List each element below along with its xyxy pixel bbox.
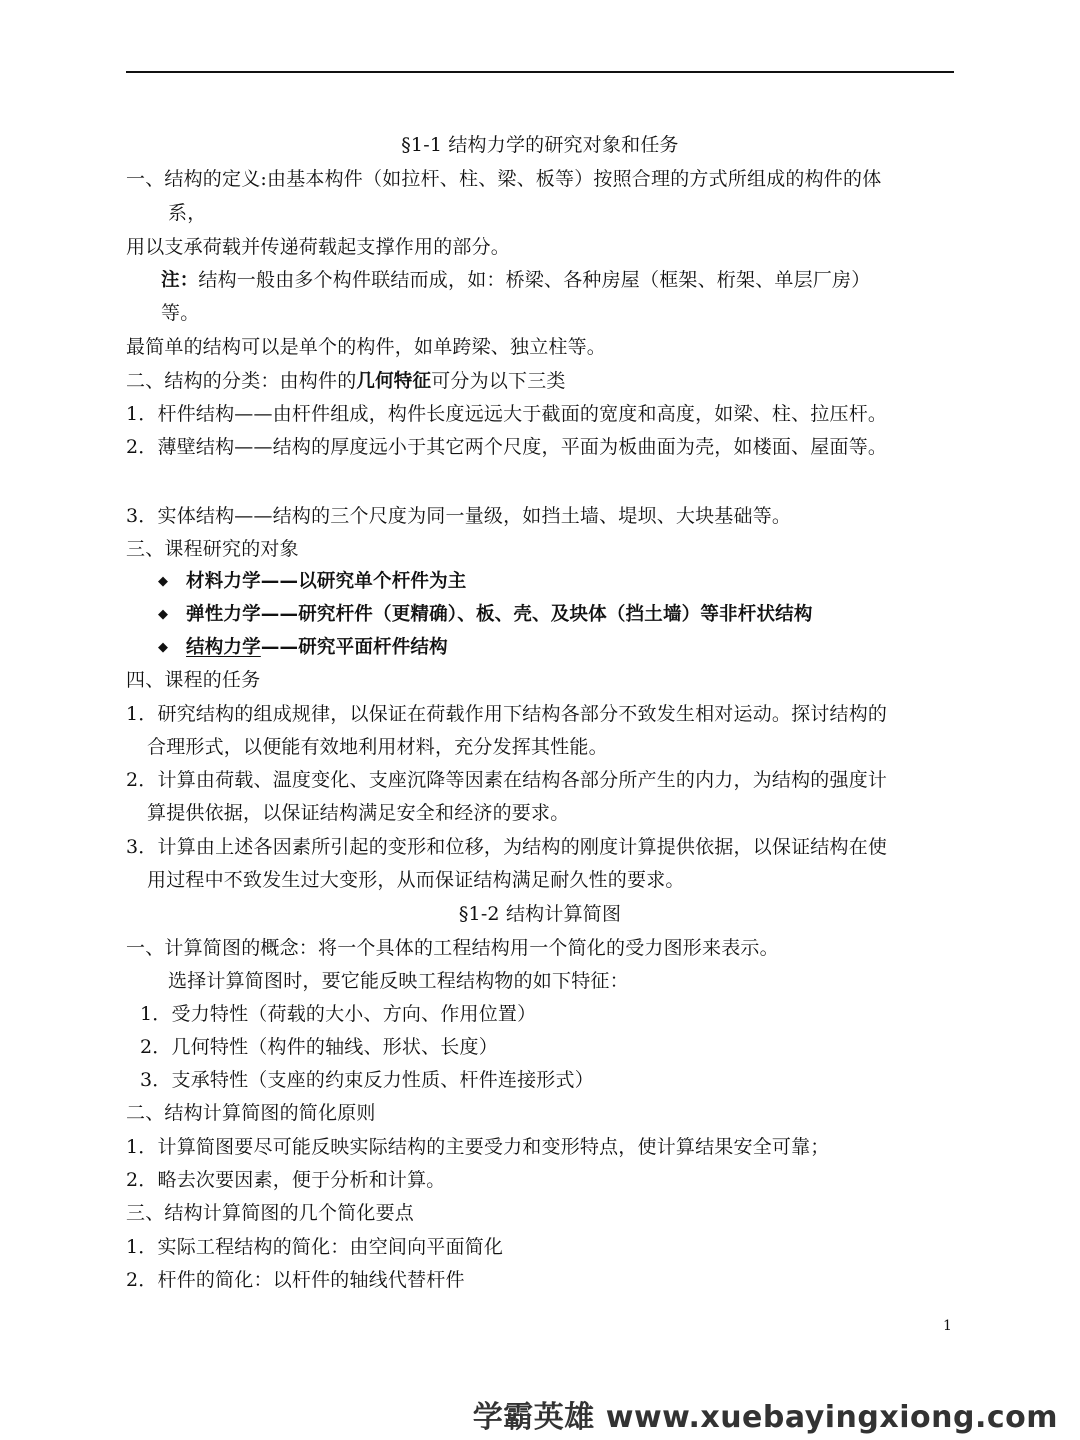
feature-item: 2．几何特性（构件的轴线、形状、长度） — [140, 1036, 498, 1058]
principle-item: 2．略去次要因素，便于分析和计算。 — [126, 1169, 446, 1191]
concept-subtext: 选择计算简图时，要它能反映工程结构物的如下特征： — [168, 970, 629, 992]
classification-heading-post: 可分为以下三类 — [431, 370, 566, 392]
bullet-item — [158, 635, 448, 660]
bullet-text: ——研究平面杆件结构 — [260, 637, 448, 658]
bullet-text: 弹性力学——研究杆件（更精确）、板、壳、及块体（挡土墙）等非杆状结构 — [186, 604, 813, 625]
classification-heading-pre: 二、结构的分类：由构件的 — [126, 370, 357, 392]
classification-heading-bold: 几何特征 — [356, 371, 432, 392]
note-text: 结构一般由多个构件联结而成，如：桥梁、各种房屋（框架、桁架、单层厂房） — [198, 269, 871, 291]
simplification-item: 1．实际工程结构的简化：由空间向平面简化 — [126, 1236, 504, 1258]
note-line-cont: 等。 — [161, 302, 200, 324]
page-number: 1 — [943, 1318, 952, 1334]
course-task-heading: 四、课程的任务 — [126, 669, 261, 691]
classification-item: 3．实体结构——结构的三个尺度为同一量级，如挡土墙、堤坝、大块基础等。 — [126, 505, 792, 527]
feature-item: 3．支承特性（支座的约束反力性质、杆件连接形式） — [140, 1069, 594, 1091]
classification-item: 1．杆件结构——由杆件组成，构件长度远远大于截面的宽度和高度，如梁、柱、拉压杆。 — [126, 403, 888, 425]
watermark: 学霸英雄 www.xuebayingxiong.com — [472, 1400, 1058, 1435]
simplification-heading: 三、结构计算简图的几个简化要点 — [126, 1202, 415, 1224]
definition-line-2: 用以支承荷载并传递荷载起支撑作用的部分。 — [126, 236, 511, 258]
classification-heading — [126, 369, 566, 394]
task-item-cont: 算提供依据，以保证结构满足安全和经济的要求。 — [147, 802, 570, 824]
feature-item: 1．受力特性（荷载的大小、方向、作用位置） — [140, 1003, 537, 1025]
header-rule — [126, 71, 954, 73]
diamond-bullet-icon: ◆ — [158, 607, 169, 622]
diamond-bullet-icon: ◆ — [158, 640, 169, 655]
bullet-item — [158, 569, 467, 594]
task-item-cont: 用过程中不致发生过大变形，从而保证结构满足耐久性的要求。 — [147, 869, 685, 891]
classification-item: 2．薄壁结构——结构的厚度远小于其它两个尺度，平面为板曲面为壳，如楼面、屋面等。 — [126, 436, 888, 458]
task-item: 1．研究结构的组成规律，以保证在荷载作用下结构各部分不致发生相对运动。探讨结构的 — [126, 703, 888, 725]
task-item-cont: 合理形式，以便能有效地利用材料，充分发挥其性能。 — [147, 736, 608, 758]
principle-item: 1．计算简图要尽可能反映实际结构的主要受力和变形特点，使计算结果安全可靠； — [126, 1136, 830, 1158]
simplification-item: 2．杆件的简化：以杆件的轴线代替杆件 — [126, 1269, 465, 1291]
principle-heading: 二、结构计算简图的简化原则 — [126, 1102, 376, 1124]
bullet-text: 材料力学——以研究单个杆件为主 — [186, 571, 467, 592]
bullet-underlined-text: 结构力学 — [186, 637, 261, 658]
section-title-1-1: §1-1 结构力学的研究对象和任务 — [401, 134, 679, 156]
note-label: 注： — [161, 270, 199, 291]
bullet-item — [158, 602, 813, 627]
research-object-heading: 三、课程研究的对象 — [126, 538, 299, 560]
task-item: 2．计算由荷载、温度变化、支座沉降等因素在结构各部分所产生的内力，为结构的强度计 — [126, 769, 888, 791]
section-title-1-2: §1-2 结构计算简图 — [458, 903, 622, 925]
simplest-structure-text: 最简单的结构可以是单个的构件，如单跨梁、独立柱等。 — [126, 336, 607, 358]
definition-line: 一、结构的定义:由基本构件（如拉杆、柱、梁、板等）按照合理的方式所组成的构件的体 — [126, 168, 882, 190]
diamond-bullet-icon: ◆ — [158, 574, 169, 589]
concept-heading: 一、计算简图的概念：将一个具体的工程结构用一个简化的受力图形来表示。 — [126, 937, 779, 959]
note-line — [161, 268, 870, 293]
task-item: 3．计算由上述各因素所引起的变形和位移，为结构的刚度计算提供依据，以保证结构在使 — [126, 836, 888, 858]
definition-line-cont: 系， — [168, 202, 207, 224]
